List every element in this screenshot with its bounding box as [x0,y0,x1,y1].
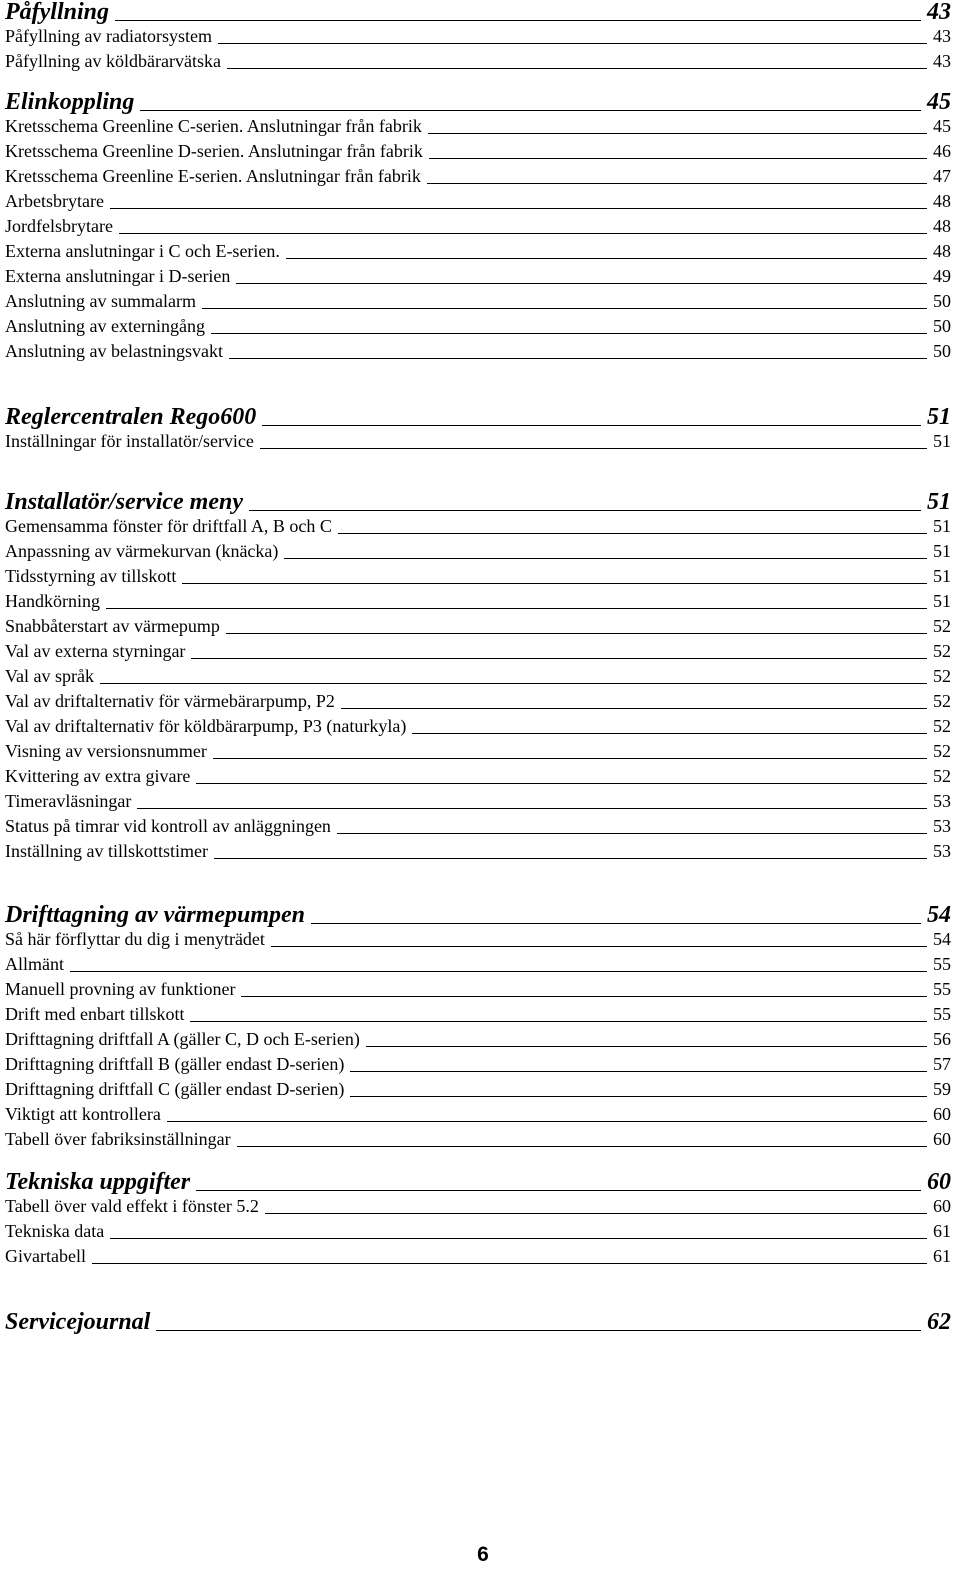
toc-entry-title: Timeravläsningar [5,791,132,811]
toc-leader-line [140,110,921,111]
toc-entry[interactable] [5,139,951,164]
toc-entry[interactable] [5,1194,951,1219]
toc-entry-title: Tabell över vald effekt i fönster 5.2 [5,1196,259,1216]
toc-heading-title: Påfyllning [5,0,110,25]
toc-leader-line [213,758,927,759]
toc-entry[interactable] [5,927,951,952]
toc-entry[interactable] [5,514,951,539]
toc-entry-page-number: 50 [933,341,951,361]
toc-entry-title: Arbetsbrytare [5,191,104,211]
toc-leader-line [262,425,921,426]
toc-leader-line [190,1021,927,1022]
toc-leader-line [286,258,927,259]
toc-leader-line [115,20,921,21]
toc-entry-title: Externa anslutningar i D-serien [5,266,231,286]
toc-entry-page-number: 50 [933,316,951,336]
toc-entry[interactable] [5,614,951,639]
toc-entry-page-number: 61 [933,1221,951,1241]
toc-entry-page-number: 54 [933,929,951,949]
toc-entry[interactable] [5,764,951,789]
toc-entry-title: Kretsschema Greenline C-serien. Anslutningar från fabrik [5,116,422,136]
toc-entry[interactable] [5,1127,951,1152]
toc-leader-line [227,68,927,69]
toc-entry[interactable] [5,952,951,977]
toc-entry-title: Allmänt [5,954,64,974]
toc-entry-page-number: 61 [933,1246,951,1266]
toc-entry-page-number: 46 [933,141,951,161]
toc-leader-line [110,1238,927,1239]
toc-entry[interactable] [5,739,951,764]
toc-entry-page-number: 55 [933,1004,951,1024]
toc-entry[interactable] [5,789,951,814]
toc-section-heading[interactable] [5,90,951,114]
toc-entry-page-number: 56 [933,1029,951,1049]
toc-leader-line [110,208,927,209]
toc-leader-line [196,783,927,784]
toc-entry-title: Anpassning av värmekurvan (knäcka) [5,541,279,561]
toc-leader-line [427,183,927,184]
toc-entry[interactable] [5,114,951,139]
toc-entry-page-number: 51 [933,591,951,611]
toc-leader-line [226,633,927,634]
toc-entry[interactable] [5,239,951,264]
toc-entry[interactable] [5,429,951,454]
toc-entry-title: Drift med enbart tillskott [5,1004,185,1024]
toc-entry-page-number: 59 [933,1079,951,1099]
toc-entry-title: Jordfelsbrytare [5,216,113,236]
toc-heading-page-number: 51 [927,404,951,430]
toc-leader-line [218,43,927,44]
toc-entry-title: Anslutning av externingång [5,316,205,336]
toc-heading-title: Installatör/service meny [5,489,243,515]
toc-entry-title: Kvittering av extra givare [5,766,191,786]
toc-entry-title: Kretsschema Greenline E-serien. Anslutningar från fabrik [5,166,421,186]
toc-entry-page-number: 51 [933,431,951,451]
toc-entry-page-number: 43 [933,51,951,71]
toc-section [5,490,951,864]
toc-entry-title: Tabell över fabriksinställningar [5,1129,231,1149]
toc-leader-line [236,283,927,284]
toc-entry-page-number: 60 [933,1129,951,1149]
toc-leader-line [311,923,921,924]
toc-leader-line [260,448,927,449]
toc-entry-title: Manuell provning av funktioner [5,979,236,999]
toc-entry-page-number: 49 [933,266,951,286]
toc-section [5,1170,951,1269]
toc-entry-page-number: 55 [933,954,951,974]
toc-entry[interactable] [5,1027,951,1052]
toc-leader-line [211,333,927,334]
toc-leader-line [265,1213,927,1214]
toc-section-heading[interactable] [5,1310,951,1334]
toc-entry-page-number: 50 [933,291,951,311]
toc-entry-title: Drifttagning driftfall A (gäller C, D och E-serien) [5,1029,360,1049]
toc-entry-page-number: 47 [933,166,951,186]
toc-entry-page-number: 60 [933,1196,951,1216]
toc-leader-line [182,583,927,584]
toc-entry-title: Påfyllning av köldbärarvätska [5,51,221,71]
toc-entry-title: Så här förflyttar du dig i menyträdet [5,929,265,949]
toc-entry-page-number: 51 [933,566,951,586]
toc-leader-line [429,158,927,159]
toc-entry-page-number: 55 [933,979,951,999]
toc-entry-title: Givartabell [5,1246,86,1266]
toc-entry[interactable] [5,164,951,189]
toc-entry-title: Val av språk [5,666,94,686]
toc-leader-line [100,683,927,684]
toc-leader-line [237,1146,927,1147]
toc-leader-line [428,133,927,134]
toc-entry-title: Inställning av tillskottstimer [5,841,208,861]
toc-entry-page-number: 52 [933,716,951,736]
toc-section-heading[interactable] [5,490,951,514]
toc-entry[interactable] [5,714,951,739]
toc-entry-title: Tekniska data [5,1221,105,1241]
toc-entry[interactable] [5,1244,951,1269]
toc-entry-title: Externa anslutningar i C och E-serien. [5,241,280,261]
toc-leader-line [271,946,927,947]
toc-entry-page-number: 60 [933,1104,951,1124]
toc-entry[interactable] [5,1002,951,1027]
toc-entry-title: Drifttagning driftfall C (gäller endast D-serien) [5,1079,345,1099]
toc-section [5,0,951,74]
toc-section-heading[interactable] [5,405,951,429]
toc-entry-page-number: 53 [933,841,951,861]
toc-leader-line [350,1096,927,1097]
toc-entry-page-number: 52 [933,616,951,636]
toc-entry[interactable] [5,1052,951,1077]
toc-entry[interactable] [5,589,951,614]
toc-entry-title: Anslutning av summalarm [5,291,196,311]
toc-section [5,1310,951,1334]
toc-heading-title: Tekniska uppgifter [5,1169,191,1195]
toc-entry-page-number: 52 [933,741,951,761]
toc-entry-title: Kretsschema Greenline D-serien. Anslutningar från fabrik [5,141,423,161]
toc-section [5,903,951,1152]
toc-entry-page-number: 57 [933,1054,951,1074]
toc-entry[interactable] [5,1219,951,1244]
toc-leader-line [70,971,927,972]
toc-heading-title: Reglercentralen Rego600 [5,404,257,430]
toc-heading-title: Elinkoppling [5,89,135,115]
toc-leader-line [350,1071,927,1072]
toc-leader-line [167,1121,927,1122]
toc-entry-title: Inställningar för installatör/service [5,431,254,451]
toc-leader-line [229,358,927,359]
toc-leader-line [338,533,927,534]
toc-entry[interactable] [5,689,951,714]
toc-entry-page-number: 45 [933,116,951,136]
toc-heading-page-number: 51 [927,489,951,515]
toc-leader-line [106,608,927,609]
toc-heading-page-number: 62 [927,1309,951,1335]
toc-entry-page-number: 48 [933,216,951,236]
toc-entry-title: Gemensamma fönster för driftfall A, B och C [5,516,332,536]
toc-heading-page-number: 60 [927,1169,951,1195]
toc-entry-page-number: 53 [933,791,951,811]
toc-entry-title: Val av driftalternativ för köldbärarpump, P3 (naturkyla) [5,716,407,736]
toc-leader-line [119,233,927,234]
toc-heading-page-number: 43 [927,0,951,25]
toc-leader-line [412,733,927,734]
toc-entry[interactable] [5,49,951,74]
toc-entry-title: Val av driftalternativ för värmebärarpump, P2 [5,691,335,711]
toc-leader-line [214,858,927,859]
toc-entry-title: Påfyllning av radiatorsystem [5,26,212,46]
toc-section [5,90,951,364]
toc-entry-page-number: 51 [933,516,951,536]
toc-leader-line [196,1190,921,1191]
toc-entry-title: Viktigt att kontrollera [5,1104,161,1124]
toc-entry[interactable] [5,314,951,339]
toc-entry-page-number: 52 [933,641,951,661]
toc-entry-page-number: 48 [933,191,951,211]
toc-leader-line [137,808,927,809]
toc-leader-line [92,1263,927,1264]
toc-leader-line [156,1330,921,1331]
toc-heading-title: Drifttagning av värmepumpen [5,902,306,928]
toc-section-heading[interactable] [5,1170,951,1194]
toc-entry[interactable] [5,24,951,49]
toc-leader-line [341,708,927,709]
toc-entry-page-number: 48 [933,241,951,261]
toc-section-heading[interactable] [5,0,951,24]
toc-entry-title: Anslutning av belastningsvakt [5,341,223,361]
toc-entry[interactable] [5,339,951,364]
toc-heading-page-number: 54 [927,902,951,928]
toc-entry-title: Handkörning [5,591,100,611]
toc-entry[interactable] [5,1102,951,1127]
toc-entry-title: Drifttagning driftfall B (gäller endast D-serien) [5,1054,345,1074]
toc-entry-page-number: 52 [933,766,951,786]
toc-entry[interactable] [5,264,951,289]
toc-heading-title: Servicejournal [5,1309,151,1335]
toc-leader-line [202,308,927,309]
toc-heading-page-number: 45 [927,89,951,115]
toc-leader-line [241,996,927,997]
toc-entry[interactable] [5,664,951,689]
toc-leader-line [249,510,921,511]
toc-entry[interactable] [5,214,951,239]
toc-entry-page-number: 52 [933,666,951,686]
toc-entry-title: Snabbåterstart av värmepump [5,616,220,636]
toc-entry-page-number: 43 [933,26,951,46]
toc-entry-page-number: 53 [933,816,951,836]
toc-entry-title: Status på timrar vid kontroll av anläggningen [5,816,331,836]
toc-section [5,405,951,454]
toc-entry[interactable] [5,839,951,864]
toc-leader-line [337,833,927,834]
page-number: 6 [477,1543,489,1566]
toc-entry[interactable] [5,977,951,1002]
toc-section-heading[interactable] [5,903,951,927]
toc-entry-title: Tidsstyrning av tillskott [5,566,177,586]
toc-entry[interactable] [5,539,951,564]
toc-entry[interactable] [5,564,951,589]
toc-entry[interactable] [5,189,951,214]
toc-entry[interactable] [5,1077,951,1102]
toc-entry-title: Visning av versionsnummer [5,741,207,761]
toc-entry[interactable] [5,639,951,664]
toc-entry[interactable] [5,289,951,314]
toc-leader-line [366,1046,927,1047]
toc-entry-page-number: 52 [933,691,951,711]
toc-leader-line [191,658,927,659]
toc-leader-line [284,558,927,559]
toc-entry[interactable] [5,814,951,839]
toc-entry-page-number: 51 [933,541,951,561]
toc-entry-title: Val av externa styrningar [5,641,186,661]
